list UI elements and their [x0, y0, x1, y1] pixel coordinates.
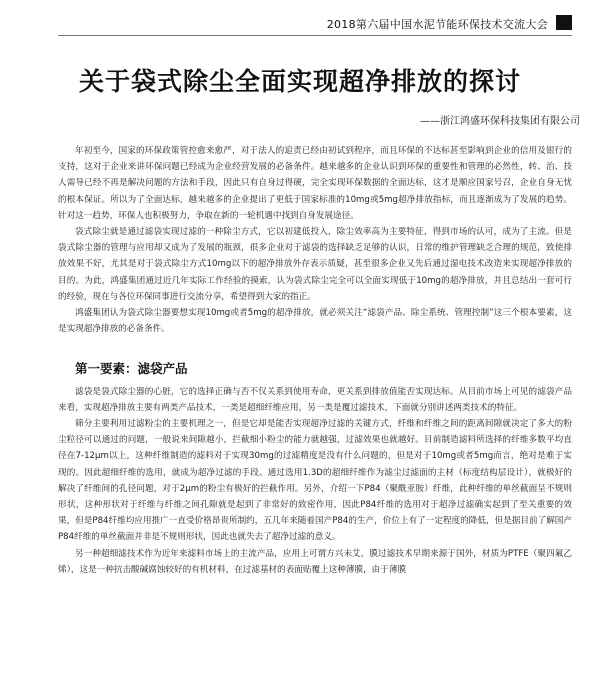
intro-paragraph-2: 袋式除尘就是通过滤袋实现过滤的一种除尘方式，它以初建低投入，除尘效率高为主要特征，得到市场的认可，成为了主流。但是袋式除尘器的管理与应用却又成为了发展的瓶颈，很多企业对于滤袋的选择缺乏足够的认识，日常的维护管理缺乏合理的规范，致使排放效果不好，尤其是对于袋式除尘方式10mg以下的超净排放外存表示质疑，甚至很多企业又先后通过湿电技术改造来实现超净排放的目的。为此，鸿盛集团通过近几年实际工作经验的摸索，认为袋式除尘完全可以全面实现低于10mg的超净排放，并且总结出一套可行的经验，现在与各位环保同事进行交流分享，希望得到大家的指正。 [58, 227, 572, 302]
section-paragraph-1: 滤袋是袋式除尘器的心脏，它的选择正确与否不仅关系到使用寿命，更关系到排放值能否实现达标。从目前市场上可见的滤袋产品来看，实现超净排放主要有两类产品技术，一类是超细纤维应用，另一类是覆过滤技术，下面就分别讲述两类技术的特征。 [58, 386, 572, 413]
header-block-mark [556, 15, 572, 30]
header-divider [58, 35, 572, 36]
section-paragraph-2: 筛分主要利用过滤粉尘的主要机理之一，但是它却是能否实现超净过滤的关键方式，纤维和纤维之间的距离间隙就决定了多大的粉尘粒径可以通过的问题，一般说来间隙越小，拦截细小粉尘的能力就越强，过滤效果也就越好。目前制造滤料所选择的纤维多数平均直径在7-12μm以上，这种纤维制造的滤料对于实现30mg的过滤精度是没有什么问题的，但是对于10mg或者5mg而言，绝对是难于实现的。因此超细纤维的选用，就成为超净过滤的手段。通过选用1.3D的超细纤维作为滤尘过滤面的主材（标度结构层设计），就极好的解决了纤维间的孔径问题，对于2μm的粉尘有极好的拦截作用。另外，介绍一下P84（聚酰亚胺）纤维，此种纤维的单丝截面呈不规则形状，这种形状对于纤维与纤维之间孔隙就是起到了非常好的致密作用，因此P84纤维的选用对于超净过滤确实起到了至关重要的效果，但是P84纤维均应用推广一直受价格昂贵所制约，五几年来随着国产P84的生产，价位上有了一定程度的降低，但是据目前了解国产P84纤维的单丝截面并非是不规则形状，因此也就失去了超净过滤的意义。 [58, 419, 572, 543]
section-paragraph-3: 另一种超细滤技术作为近年来滤料市场上的主流产品，应用上可谓方兴未艾，膜过滤技术早期来源于国外，材质为PTFE（聚四氟乙烯），这是一种抗击酸碱腐蚀较好的有机材料，在过滤基材的表面贴覆上这种薄膜，由于薄膜 [58, 548, 572, 575]
article-body [58, 143, 572, 578]
intro-paragraph-1: 年初至今，国家的环保政策管控愈来愈严，对于法人的追责已经由初试到程序，而且环保的不达标甚至影响到企业的信用及银行的支持，这对于企业来讲环保问题已经成为企业经营发展的必备条件。越来越多的企业认识到环保的重要性和管理的必然性，转、治、技人需导已经不再是解决问题的方法和手段，因此只有自身过得硬，完全实现环保数据的全面达标，这才是顺应国家号召，企业自身无忧的根本保证。所以为了全面达标，越来越多的企业提出了更低于国家标准的10mg或5mg超净排放指标，而且逐渐成为了发展的趋势。针对这一趋势，环保人也积极努力，争取在新的一轮机遇中找到自身发展途径。 [58, 146, 572, 221]
intro-paragraph-3: 鸿盛集团认为袋式除尘器要想实现10mg或者5mg的超净排放，就必须关注“滤袋产品、除尘系统、管理控制”这三个根本要素，这是实现超净排放的必备条件。 [58, 308, 572, 335]
article-author: ——浙江鸿盛环保科技集团有限公司 [420, 116, 580, 127]
section-heading: 第一要素：滤袋产品 [75, 361, 188, 377]
article-title: 关于袋式除尘全面实现超净排放的探讨 [78, 67, 521, 96]
conference-header: 2018第六届中国水泥节能环保技术交流大会 [326, 18, 548, 31]
